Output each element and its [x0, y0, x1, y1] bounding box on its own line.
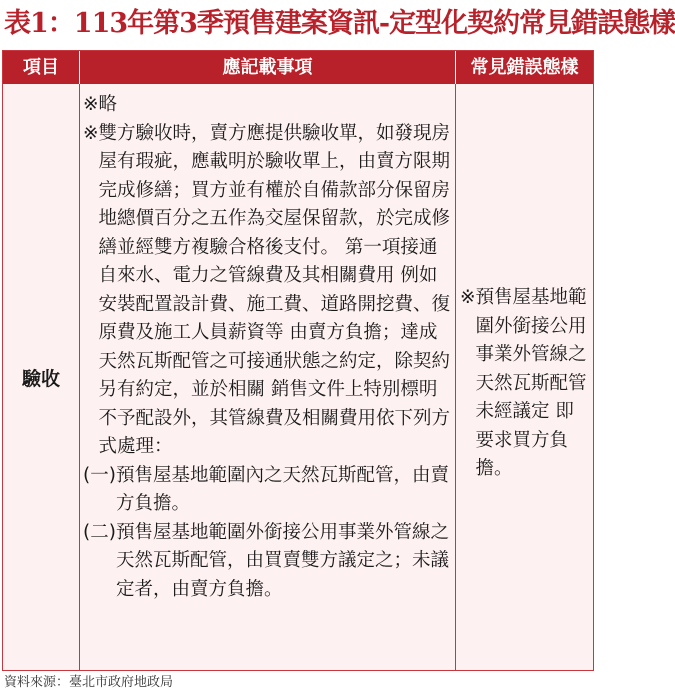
source-note: 資料來源：臺北市政府地政局 — [4, 675, 174, 690]
sub-item-1-text: 預售屋基地範圍內之天然瓦斯配管，由賣方負擔。 — [115, 464, 449, 514]
table-header — [3, 51, 593, 84]
column-divider — [455, 84, 456, 670]
header-item: 項目 — [23, 57, 59, 78]
sub-item-2-text: 預售屋基地範圍外銜接公用事業外管線之天然瓦斯配管，由買賣雙方議定之；未議定者，由賣方負擔。 — [115, 521, 449, 600]
acceptance-clause-text: 雙方驗收時，賣方應提供驗收單，如發現房屋有瑕疵，應載明於驗收單上，由賣方限期完成修繕；買方並有權於自備款部分保留房地總價百分之五作為交屋保留款，於完成修繕並經雙方複驗合格後支付。 第一項接通自來水、電力之管線費及其相關費用 例如安裝配置設計費、施工費、道路開挖費、復原費及施工人員薪資等 由賣方負擔；達成天然瓦斯配管之可接通狀態之約定，除契約另有約定，並於相關 銷售文件上特別標明不予配設外，其管線費及相關費用依下列方式處理： — [98, 122, 451, 457]
sub-item-1 — [83, 462, 453, 519]
sub-item-2 — [83, 519, 453, 605]
acceptance-clause — [83, 120, 453, 462]
table-title: 表1：113年第3季預售建案資訊-定型化契約常見錯誤態樣 — [4, 8, 675, 39]
header-required-content: 應記載事項 — [222, 57, 313, 78]
content-table — [2, 50, 594, 671]
item-cell: 驗收 — [21, 367, 60, 390]
sub-item-2-mark: (二) — [83, 521, 116, 543]
error-mark: ※ — [460, 287, 476, 308]
column-divider — [79, 84, 80, 670]
header-common-errors: 常見錯誤態樣 — [470, 57, 579, 78]
error-text: 預售屋基地範圍外銜接公用事業外管線之天然瓦斯配管未經議定 即要求買方負擔。 — [475, 287, 587, 479]
sub-item-1-mark: (一) — [83, 464, 116, 486]
common-errors-cell — [460, 284, 592, 484]
required-content-cell — [83, 91, 453, 604]
omitted-note: ※略 — [83, 94, 118, 115]
note-mark: ※ — [83, 122, 99, 144]
